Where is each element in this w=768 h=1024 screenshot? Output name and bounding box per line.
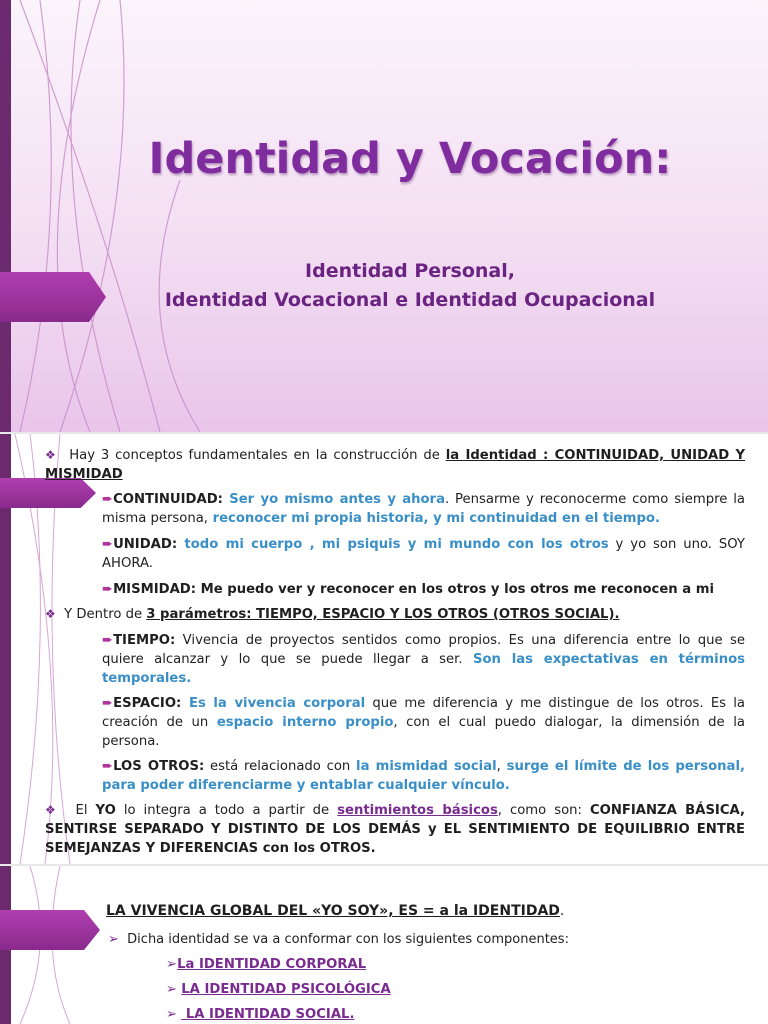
highlight: la mismidad social: [356, 759, 497, 774]
text: está relacionado con: [204, 759, 357, 774]
parameters-bold: 3 parámetros: TIEMPO, ESPACIO Y LOS OTROS (OTROS SOCIAL).: [146, 607, 620, 622]
arrow-bullet-icon: ➨: [102, 537, 114, 552]
text: lo integra a todo a partir de: [115, 803, 338, 818]
item-continuidad: ➨CONTINUIDAD: Ser yo mismo antes y ahora. Pensarme y reconocerme como siempre la misma persona, reconocer mi propia historia, y mi continuidad en el tiempo.: [102, 492, 745, 526]
bullet-parameters: [45, 605, 745, 624]
arrowhead-bullet-icon: ➢: [166, 957, 178, 972]
component-label: La IDENTIDAD CORPORAL: [177, 957, 367, 972]
label: MISMIDAD: [113, 582, 191, 597]
decorative-lines: [0, 0, 240, 432]
text: Hay 3 conceptos fundamentales en la construcción de: [69, 448, 446, 463]
arrowhead-bullet-icon: ➢: [166, 1007, 178, 1022]
list-item: [166, 1005, 354, 1024]
component-label: LA IDENTIDAD SOCIAL.: [181, 1007, 355, 1022]
arrow-bullet-icon: ➨: [102, 696, 114, 711]
slide-tab-marker: [0, 910, 100, 950]
arrow-bullet-icon: ➨: [102, 492, 114, 507]
diamond-bullet-icon: ❖: [45, 448, 58, 462]
label: UNIDAD: [113, 537, 172, 552]
heading-text: LA VIVENCIA GLOBAL DEL «YO SOY», ES = a la IDENTIDAD: [106, 903, 560, 919]
content-slide-identity-concepts: [0, 434, 768, 864]
text: Y Dentro de: [64, 607, 147, 622]
arrowhead-bullet-icon: ➢: [166, 982, 178, 997]
yo-bold: YO: [95, 803, 116, 818]
diamond-bullet-icon: ❖: [45, 803, 60, 817]
text: y yo son uno. SOY AHORA.: [102, 537, 745, 571]
highlight: CONFIANZA BÁSICA, SENTIRSE SEPARADO Y DISTINTO DE LOS DEMÁS y EL SENTIMIENTO DE EQUILIBRIO ENTRE SEMEJANZAS Y DIFERENCIAS con los OTROS.: [45, 803, 745, 856]
label: ESPACIO: [113, 696, 177, 711]
diamond-bullet-icon: ❖: [45, 607, 56, 621]
text: que me diferencia y me distingue de los otros. Es la creación de un: [102, 696, 745, 730]
list-item: [166, 980, 391, 999]
highlight: Ser yo mismo antes y ahora: [229, 492, 445, 507]
component-label: LA IDENTIDAD PSICOLÓGICA: [181, 982, 391, 997]
arrow-bullet-icon: ➨: [102, 759, 114, 774]
text: . Pensarme y reconocerme como siempre la misma persona,: [102, 492, 745, 526]
bullet-yo: [45, 801, 745, 858]
intro-line: [108, 930, 569, 949]
concepts-bold: la Identidad : CONTINUIDAD, UNIDAD Y MISMIDAD: [45, 448, 746, 482]
highlight: surge el límite de los personal, para poder diferenciarme y entablar cualquier vínculo.: [102, 759, 745, 793]
content-slide-yo-soy: [0, 866, 768, 1024]
text: .: [559, 903, 565, 919]
text: , como son:: [497, 803, 590, 818]
item-mismidad: ➨MISMIDAD: Me puedo ver y reconocer en los otros y los otros me reconocen a mi: [102, 582, 715, 597]
text: , con el cual puedo dialogar, la dimensión de la persona.: [102, 715, 745, 749]
highlight: sentimientos básicos: [337, 803, 498, 818]
item-unidad: ➨UNIDAD: todo mi cuerpo , mi psiquis y mi mundo con los otros y yo son uno. SOY AHORA.: [102, 537, 745, 571]
highlight: Me puedo ver y reconocer en los otros y los otros me reconocen a mi: [200, 582, 715, 597]
label: TIEMPO: [113, 633, 170, 648]
heading-yo-soy: [106, 902, 564, 921]
item-espacio: ➨ESPACIO: Es la vivencia corporal que me diferencia y me distingue de los otros. Es la creación de un espacio interno propio, con el cual puedo dialogar, la dimensión de la persona.: [102, 696, 745, 749]
highlight: espacio interno propio: [216, 715, 394, 730]
highlight: reconocer mi propia historia, y mi continuidad en el tiempo.: [207, 511, 660, 526]
list-item: [166, 955, 366, 974]
highlight: Son las expectativas en términos temporales.: [102, 652, 745, 686]
highlight: todo mi cuerpo , mi psiquis y mi mundo con los otros: [184, 537, 609, 552]
item-los-otros: ➨LOS OTROS: está relacionado con la mismidad social, surge el límite de los personal, para poder diferenciarme y entablar cualquier vínculo.: [102, 759, 745, 793]
arrow-bullet-icon: ➨: [102, 633, 114, 648]
slide-title: Identidad y Vocación:: [148, 134, 672, 184]
label: LOS OTROS: [113, 759, 199, 774]
highlight: Es la vivencia corporal: [188, 696, 366, 711]
left-accent-bar: [0, 0, 11, 432]
text: Vivencia de proyectos sentidos como propios. Es una diferencia entre lo que se quiere alcanzar y lo que se puede llegar a ser.: [102, 633, 745, 667]
arrowhead-bullet-icon: ➢: [108, 932, 119, 947]
arrow-bullet-icon: ➨: [102, 582, 114, 597]
bullet-concepts: [45, 446, 745, 484]
text: El: [75, 803, 96, 818]
item-tiempo: ➨TIEMPO: Vivencia de proyectos sentidos como propios. Es una diferencia entre lo que se quiere alcanzar y lo que se puede llegar a ser. Son las expectativas en términos temporales.: [102, 633, 745, 686]
label: CONTINUIDAD: [113, 492, 218, 507]
slide-subtitle-line2: Identidad Vocacional e Identidad Ocupacional: [164, 289, 656, 311]
text: Dicha identidad se va a conformar con los siguientes componentes:: [127, 932, 569, 947]
title-slide: [0, 0, 768, 432]
slide-subtitle-line1: Identidad Personal,: [305, 260, 515, 282]
